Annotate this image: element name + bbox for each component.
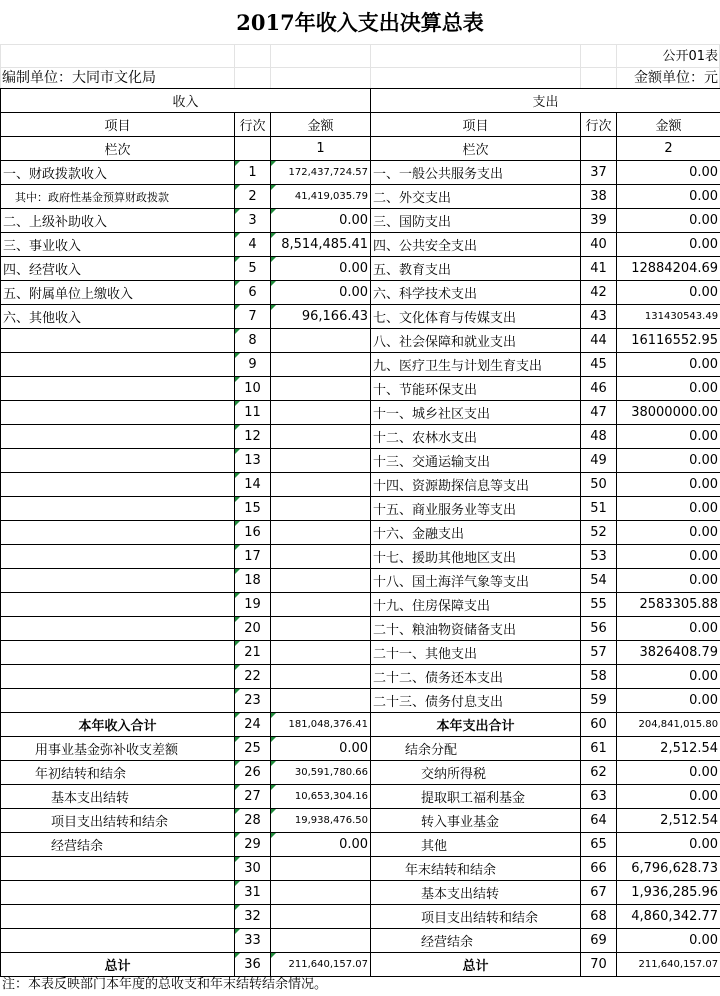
income-row-number-cell: 11 <box>235 401 271 425</box>
expense-amount-cell: 0.00 <box>617 497 720 521</box>
expense-item-cell: 二十二、债务还本支出 <box>371 665 581 689</box>
income-item-cell <box>1 569 235 593</box>
income-item-cell <box>1 497 235 521</box>
income-item-cell: 项目支出结转和结余 <box>1 809 235 833</box>
expense-item-cell: 二十三、债务付息支出 <box>371 689 581 713</box>
expense-row-no-header: 行次 <box>581 113 617 137</box>
income-amount-cell: 0.00 <box>271 833 371 857</box>
column-header-row <box>1 113 720 137</box>
expense-item-cell: 八、社会保障和就业支出 <box>371 329 581 353</box>
expense-item-cell: 交纳所得税 <box>371 761 581 785</box>
income-item-cell <box>1 689 235 713</box>
expense-amount-cell: 0.00 <box>617 833 720 857</box>
expense-row-number-cell: 58 <box>581 665 617 689</box>
income-row-number-cell: 3 <box>235 209 271 233</box>
expense-amount-cell: 1,936,285.96 <box>617 881 720 905</box>
income-row-number-cell: 10 <box>235 377 271 401</box>
income-amount-cell: 30,591,780.66 <box>271 761 371 785</box>
expense-row-number-cell: 63 <box>581 785 617 809</box>
income-row-number-cell: 25 <box>235 737 271 761</box>
expense-item-cell: 十七、援助其他地区支出 <box>371 545 581 569</box>
expense-item-cell: 四、公共安全支出 <box>371 233 581 257</box>
table-row <box>1 881 720 905</box>
table-row <box>1 689 720 713</box>
expense-amount-cell: 0.00 <box>617 233 720 257</box>
table-row <box>1 665 720 689</box>
expense-item-cell: 六、科学技术支出 <box>371 281 581 305</box>
table-row <box>1 809 720 833</box>
income-amount-cell <box>271 473 371 497</box>
empty-cell <box>581 137 617 161</box>
income-item-cell: 基本支出结转 <box>1 785 235 809</box>
expense-item-cell: 年末结转和结余 <box>371 857 581 881</box>
income-amount-cell <box>271 449 371 473</box>
income-row-number-cell: 16 <box>235 521 271 545</box>
table-row <box>1 641 720 665</box>
table-row <box>1 377 720 401</box>
expense-row-number-cell: 54 <box>581 569 617 593</box>
expense-row-number-cell: 56 <box>581 617 617 641</box>
income-item-cell: 本年收入合计 <box>1 713 235 737</box>
table-row <box>1 737 720 761</box>
income-item-cell: 总计 <box>1 953 235 977</box>
expense-item-cell: 十、节能环保支出 <box>371 377 581 401</box>
income-row-number-cell: 23 <box>235 689 271 713</box>
income-item-cell: 五、附属单位上缴收入 <box>1 281 235 305</box>
income-amount-cell <box>271 593 371 617</box>
report-title: 2017年收入支出决算总表 <box>236 10 484 35</box>
expense-amount-cell: 3826408.79 <box>617 641 720 665</box>
expense-row-number-cell: 67 <box>581 881 617 905</box>
expense-item-cell: 十九、住房保障支出 <box>371 593 581 617</box>
income-item-cell <box>1 881 235 905</box>
expense-row-number-cell: 46 <box>581 377 617 401</box>
expense-amount-cell: 0.00 <box>617 665 720 689</box>
expense-amount-cell: 6,796,628.73 <box>617 857 720 881</box>
income-row-number-cell: 13 <box>235 449 271 473</box>
income-row-no-header: 行次 <box>235 113 271 137</box>
income-amount-cell: 181,048,376.41 <box>271 713 371 737</box>
income-row-number-cell: 6 <box>235 281 271 305</box>
expense-row-number-cell: 68 <box>581 905 617 929</box>
income-item-cell <box>1 617 235 641</box>
income-row-number-cell: 21 <box>235 641 271 665</box>
expense-amount-header: 金额 <box>617 113 720 137</box>
expense-amount-cell: 0.00 <box>617 425 720 449</box>
income-item-header: 项目 <box>1 113 235 137</box>
expense-item-cell: 基本支出结转 <box>371 881 581 905</box>
expense-item-cell: 一、一般公共服务支出 <box>371 161 581 185</box>
table-row <box>1 473 720 497</box>
expense-item-cell: 二、外交支出 <box>371 185 581 209</box>
income-row-number-cell: 12 <box>235 425 271 449</box>
table-row <box>1 329 720 353</box>
expense-row-number-cell: 50 <box>581 473 617 497</box>
expense-amount-cell: 0.00 <box>617 929 720 953</box>
income-item-cell: 六、其他收入 <box>1 305 235 329</box>
income-amount-cell: 172,437,724.57 <box>271 161 371 185</box>
income-row-number-cell: 17 <box>235 545 271 569</box>
table-row <box>1 569 720 593</box>
income-amount-cell: 19,938,476.50 <box>271 809 371 833</box>
income-amount-cell: 10,653,304.16 <box>271 785 371 809</box>
expense-row-number-cell: 62 <box>581 761 617 785</box>
income-item-cell <box>1 425 235 449</box>
expense-item-cell: 十五、商业服务业等支出 <box>371 497 581 521</box>
expense-item-header: 项目 <box>371 113 581 137</box>
income-item-cell <box>1 473 235 497</box>
expense-amount-cell: 12884204.69 <box>617 257 720 281</box>
expense-item-cell: 二十、粮油物资储备支出 <box>371 617 581 641</box>
income-item-cell <box>1 545 235 569</box>
income-amount-cell <box>271 497 371 521</box>
expense-amount-cell: 4,860,342.77 <box>617 905 720 929</box>
table-row <box>1 545 720 569</box>
income-item-cell: 用事业基金弥补收支差额 <box>1 737 235 761</box>
footnote: 注：本表反映部门本年度的总收支和年末结转结余情况。 <box>2 977 328 992</box>
table-row <box>1 281 720 305</box>
table-row <box>1 449 720 473</box>
income-item-cell <box>1 665 235 689</box>
expense-amount-cell: 2583305.88 <box>617 593 720 617</box>
table-row <box>1 425 720 449</box>
income-row-number-cell: 2 <box>235 185 271 209</box>
expense-amount-cell: 0.00 <box>617 545 720 569</box>
expense-row-number-cell: 45 <box>581 353 617 377</box>
expense-item-cell: 十四、资源勘探信息等支出 <box>371 473 581 497</box>
expense-amount-cell: 0.00 <box>617 785 720 809</box>
organization-label: 编制单位：大同市文化局 <box>2 70 156 86</box>
expense-item-cell: 总计 <box>371 953 581 977</box>
income-row-number-cell: 24 <box>235 713 271 737</box>
income-item-cell <box>1 905 235 929</box>
income-amount-cell: 0.00 <box>271 257 371 281</box>
expense-row-number-cell: 53 <box>581 545 617 569</box>
income-item-cell <box>1 857 235 881</box>
income-amount-cell <box>271 521 371 545</box>
income-item-cell: 四、经营收入 <box>1 257 235 281</box>
income-row-number-cell: 32 <box>235 905 271 929</box>
income-row-number-cell: 28 <box>235 809 271 833</box>
income-item-cell <box>1 329 235 353</box>
income-amount-cell: 211,640,157.07 <box>271 953 371 977</box>
expense-amount-cell: 38000000.00 <box>617 401 720 425</box>
table-row <box>1 593 720 617</box>
income-section-header: 收入 <box>1 89 371 113</box>
table-row <box>1 257 720 281</box>
table-row <box>1 401 720 425</box>
expense-amount-cell: 0.00 <box>617 761 720 785</box>
expense-item-cell: 经营结余 <box>371 929 581 953</box>
expense-amount-cell: 0.00 <box>617 185 720 209</box>
expense-column-no-label: 栏次 <box>371 137 581 161</box>
income-amount-cell <box>271 929 371 953</box>
table-row <box>1 857 720 881</box>
income-row-number-cell: 30 <box>235 857 271 881</box>
income-row-number-cell: 19 <box>235 593 271 617</box>
income-item-cell <box>1 593 235 617</box>
income-row-number-cell: 33 <box>235 929 271 953</box>
income-row-number-cell: 26 <box>235 761 271 785</box>
income-amount-cell <box>271 665 371 689</box>
expense-item-cell: 其他 <box>371 833 581 857</box>
income-amount-cell <box>271 545 371 569</box>
expense-item-cell: 转入事业基金 <box>371 809 581 833</box>
expense-amount-cell: 0.00 <box>617 569 720 593</box>
expense-amount-cell: 2,512.54 <box>617 809 720 833</box>
income-row-number-cell: 4 <box>235 233 271 257</box>
expense-row-number-cell: 64 <box>581 809 617 833</box>
table-row <box>1 617 720 641</box>
expense-row-number-cell: 57 <box>581 641 617 665</box>
expense-row-number-cell: 51 <box>581 497 617 521</box>
table-row <box>1 785 720 809</box>
income-item-cell: 经营结余 <box>1 833 235 857</box>
expense-item-cell: 提取职工福利基金 <box>371 785 581 809</box>
income-amount-cell: 0.00 <box>271 737 371 761</box>
income-row-number-cell: 20 <box>235 617 271 641</box>
expense-amount-cell: 0.00 <box>617 209 720 233</box>
expense-row-number-cell: 65 <box>581 833 617 857</box>
expense-row-number-cell: 66 <box>581 857 617 881</box>
income-amount-cell: 8,514,485.41 <box>271 233 371 257</box>
table-row <box>1 833 720 857</box>
table-row <box>1 497 720 521</box>
expense-amount-cell: 0.00 <box>617 161 720 185</box>
expense-row-number-cell: 69 <box>581 929 617 953</box>
column-number-row <box>1 137 720 161</box>
income-row-number-cell: 7 <box>235 305 271 329</box>
income-amount-cell <box>271 353 371 377</box>
expense-row-number-cell: 39 <box>581 209 617 233</box>
expense-item-cell: 十三、交通运输支出 <box>371 449 581 473</box>
table-row <box>1 305 720 329</box>
table-row <box>1 761 720 785</box>
expense-item-cell: 二十一、其他支出 <box>371 641 581 665</box>
income-row-number-cell: 1 <box>235 161 271 185</box>
expense-amount-cell: 0.00 <box>617 473 720 497</box>
empty-cell <box>235 137 271 161</box>
expense-row-number-cell: 52 <box>581 521 617 545</box>
income-expense-table <box>0 88 720 977</box>
income-item-cell: 一、财政拨款收入 <box>1 161 235 185</box>
table-row <box>1 953 720 977</box>
expense-column-number: 2 <box>617 137 720 161</box>
income-row-number-cell: 27 <box>235 785 271 809</box>
income-amount-cell <box>271 881 371 905</box>
income-row-number-cell: 18 <box>235 569 271 593</box>
income-amount-cell: 0.00 <box>271 281 371 305</box>
income-item-cell: 其中：政府性基金预算财政拨款 <box>1 185 235 209</box>
income-amount-cell: 96,166.43 <box>271 305 371 329</box>
income-item-cell <box>1 401 235 425</box>
income-item-cell <box>1 449 235 473</box>
expense-section-header: 支出 <box>371 89 720 113</box>
table-row <box>1 929 720 953</box>
income-amount-cell: 41,419,035.79 <box>271 185 371 209</box>
table-row <box>1 233 720 257</box>
table-row <box>1 713 720 737</box>
income-column-number: 1 <box>271 137 371 161</box>
expense-row-number-cell: 59 <box>581 689 617 713</box>
income-item-cell: 三、事业收入 <box>1 233 235 257</box>
income-amount-cell <box>271 377 371 401</box>
table-row <box>1 185 720 209</box>
expense-row-number-cell: 41 <box>581 257 617 281</box>
table-row <box>1 161 720 185</box>
expense-row-number-cell: 61 <box>581 737 617 761</box>
expense-item-cell: 五、教育支出 <box>371 257 581 281</box>
income-amount-cell <box>271 641 371 665</box>
expense-amount-cell: 0.00 <box>617 281 720 305</box>
expense-row-number-cell: 60 <box>581 713 617 737</box>
income-row-number-cell: 9 <box>235 353 271 377</box>
income-row-number-cell: 8 <box>235 329 271 353</box>
expense-item-cell: 十一、城乡社区支出 <box>371 401 581 425</box>
income-amount-cell <box>271 569 371 593</box>
expense-item-cell: 结余分配 <box>371 737 581 761</box>
income-row-number-cell: 29 <box>235 833 271 857</box>
income-row-number-cell: 31 <box>235 881 271 905</box>
expense-row-number-cell: 47 <box>581 401 617 425</box>
expense-amount-cell: 131430543.49 <box>617 305 720 329</box>
expense-amount-cell: 16116552.95 <box>617 329 720 353</box>
income-amount-cell <box>271 617 371 641</box>
currency-unit-label: 金额单位：元 <box>634 70 718 86</box>
expense-item-cell: 十二、农林水支出 <box>371 425 581 449</box>
section-header-row <box>1 89 720 113</box>
expense-amount-cell: 0.00 <box>617 449 720 473</box>
expense-row-number-cell: 42 <box>581 281 617 305</box>
income-amount-cell <box>271 425 371 449</box>
expense-amount-cell: 0.00 <box>617 689 720 713</box>
expense-item-cell: 三、国防支出 <box>371 209 581 233</box>
income-item-cell: 二、上级补助收入 <box>1 209 235 233</box>
income-row-number-cell: 22 <box>235 665 271 689</box>
expense-item-cell: 十六、金融支出 <box>371 521 581 545</box>
income-item-cell <box>1 521 235 545</box>
table-row <box>1 905 720 929</box>
expense-row-number-cell: 70 <box>581 953 617 977</box>
expense-amount-cell: 0.00 <box>617 617 720 641</box>
table-row <box>1 521 720 545</box>
expense-amount-cell: 211,640,157.07 <box>617 953 720 977</box>
income-amount-cell <box>271 329 371 353</box>
expense-row-number-cell: 38 <box>581 185 617 209</box>
table-row <box>1 353 720 377</box>
income-item-cell <box>1 641 235 665</box>
table-row <box>1 209 720 233</box>
expense-amount-cell: 2,512.54 <box>617 737 720 761</box>
income-item-cell <box>1 929 235 953</box>
expense-item-cell: 十八、国土海洋气象等支出 <box>371 569 581 593</box>
expense-row-number-cell: 44 <box>581 329 617 353</box>
expense-item-cell: 本年支出合计 <box>371 713 581 737</box>
income-row-number-cell: 15 <box>235 497 271 521</box>
expense-row-number-cell: 55 <box>581 593 617 617</box>
income-row-number-cell: 14 <box>235 473 271 497</box>
income-item-cell: 年初结转和结余 <box>1 761 235 785</box>
income-row-number-cell: 5 <box>235 257 271 281</box>
income-item-cell <box>1 377 235 401</box>
income-column-no-label: 栏次 <box>1 137 235 161</box>
expense-item-cell: 九、医疗卫生与计划生育支出 <box>371 353 581 377</box>
income-row-number-cell: 36 <box>235 953 271 977</box>
income-amount-cell <box>271 689 371 713</box>
income-amount-header: 金额 <box>271 113 371 137</box>
expense-item-cell: 七、文化体育与传媒支出 <box>371 305 581 329</box>
expense-row-number-cell: 40 <box>581 233 617 257</box>
income-amount-cell <box>271 401 371 425</box>
expense-row-number-cell: 37 <box>581 161 617 185</box>
expense-amount-cell: 0.00 <box>617 377 720 401</box>
expense-amount-cell: 204,841,015.80 <box>617 713 720 737</box>
income-amount-cell <box>271 905 371 929</box>
expense-row-number-cell: 49 <box>581 449 617 473</box>
form-number: 公开01表 <box>662 49 718 64</box>
income-amount-cell: 0.00 <box>271 209 371 233</box>
expense-row-number-cell: 43 <box>581 305 617 329</box>
income-item-cell <box>1 353 235 377</box>
expense-amount-cell: 0.00 <box>617 521 720 545</box>
expense-row-number-cell: 48 <box>581 425 617 449</box>
expense-amount-cell: 0.00 <box>617 353 720 377</box>
income-amount-cell <box>271 857 371 881</box>
expense-item-cell: 项目支出结转和结余 <box>371 905 581 929</box>
